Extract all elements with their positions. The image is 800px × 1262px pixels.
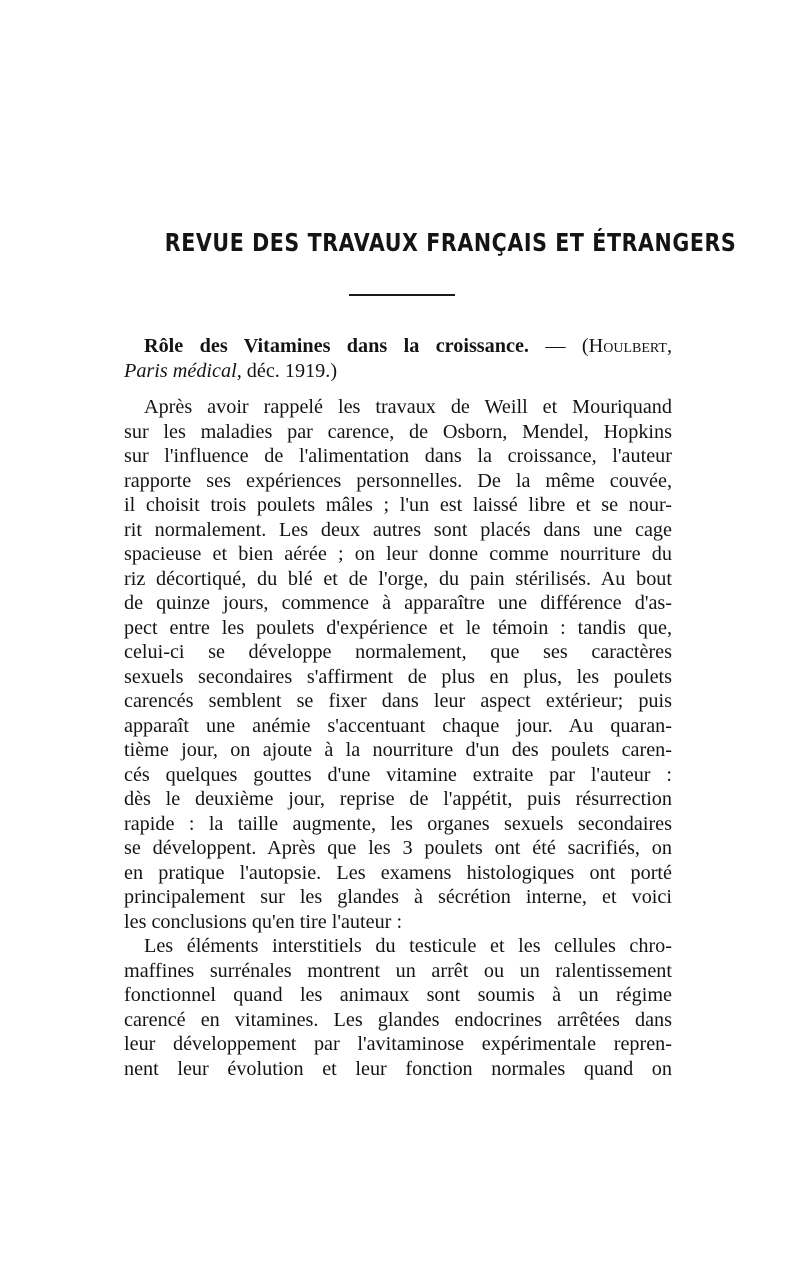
article-title-line	[124, 334, 672, 359]
page-heading: REVUE DES TRAVAUX FRANÇAIS ET ÉTRANGERS	[164, 228, 737, 257]
text-line: fonctionnel quand les animaux sont soumis à un régime	[124, 984, 672, 1006]
text-line: Les éléments interstitiels du testicule et les cellules chro-	[144, 935, 672, 957]
text-line: les conclusions qu'en tire l'auteur :	[124, 910, 403, 933]
text-line: cés quelques gouttes d'une vitamine extraite par l'auteur :	[124, 763, 672, 786]
paragraph-2	[124, 934, 672, 1081]
paragraph-1	[124, 395, 672, 934]
text-line: dès le deuxième jour, reprise de l'appétit, puis résurrection	[124, 788, 672, 810]
text-line: sur l'influence de l'alimentation dans la croissance, l'auteur	[124, 445, 672, 467]
text-line: principalement sur les glandes à sécrétion interne, et voici	[124, 886, 672, 908]
text-line: leur développement par l'avitaminose expérimentale repren-	[124, 1033, 672, 1055]
text-line: apparaît une anémie s'accentuant chaque jour. Au quaran-	[124, 714, 672, 737]
article-source: Paris médical,	[124, 359, 242, 382]
text-line: Après avoir rappelé les travaux de Weill et Mouriquand	[144, 396, 672, 418]
text-line: se développent. Après que les 3 poulets ont été sacrifiés, on	[124, 837, 672, 859]
text-line: riz décortiqué, du blé et de l'orge, du pain stérilisés. Au bout	[124, 567, 672, 590]
text-line: en pratique l'autopsie. Les examens histologiques ont porté	[124, 861, 672, 884]
text-line: celui-ci se développe normalement, que ses caractères	[124, 641, 672, 663]
text-line: nent leur évolution et leur fonction normales quand on	[124, 1057, 672, 1080]
article	[124, 334, 672, 1081]
text-line: sexuels secondaires s'affirment de plus en plus, les poulets	[124, 665, 672, 688]
text-line: rapide : la taille augmente, les organes sexuels secondaires	[124, 812, 672, 835]
article-title: Rôle des Vitamines dans la croissance.	[144, 335, 529, 357]
text-line: sur les maladies par carence, de Osborn, Mendel, Hopkins	[124, 420, 672, 443]
text-line: carencé en vitamines. Les glandes endocrines arrêtées dans	[124, 1008, 672, 1031]
text-line: rapporte ses expériences personnelles. De la même couvée,	[124, 469, 672, 492]
heading-divider	[349, 294, 455, 296]
spacer	[124, 383, 672, 395]
text-line: il choisit trois poulets mâles ; l'un est laissé libre et se nour-	[124, 494, 672, 516]
text-line: rit normalement. Les deux autres sont placés dans une cage	[124, 518, 672, 541]
text-line: de quinze jours, commence à apparaître une différence d'as-	[124, 592, 672, 614]
text-line: maffines surrénales montrent un arrêt ou un ralentissement	[124, 959, 672, 982]
text-line: spacieuse et bien aérée ; on leur donne comme nourriture du	[124, 543, 672, 565]
author-prefix: — (	[545, 335, 589, 357]
text-line: tième jour, on ajoute à la nourriture d'un des poulets caren-	[124, 739, 672, 761]
text-line: pect entre les poulets d'expérience et le témoin : tandis que,	[124, 616, 672, 639]
text-line: carencés semblent se fixer dans leur aspect extérieur; puis	[124, 690, 672, 712]
article-source-line	[124, 359, 672, 384]
article-author: Houlbert,	[588, 335, 672, 357]
article-date: déc. 1919.)	[246, 359, 338, 382]
